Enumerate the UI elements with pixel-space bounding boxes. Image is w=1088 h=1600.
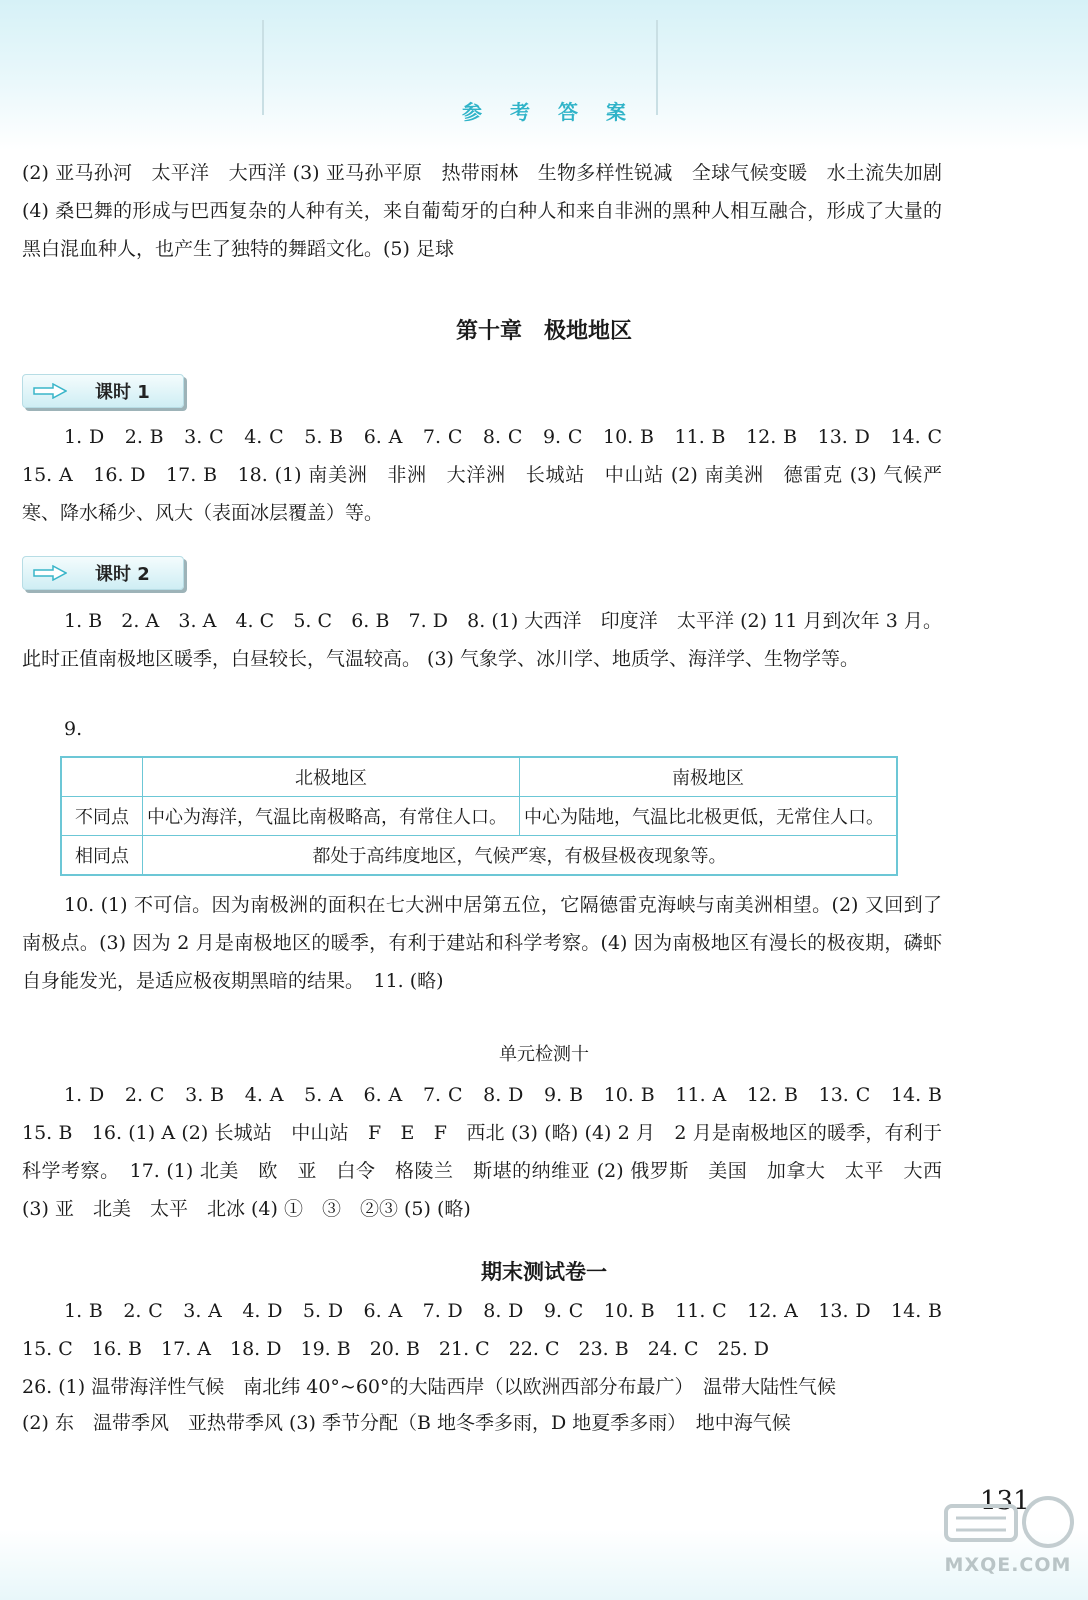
question-9-label: 9.	[64, 718, 83, 740]
table-row-label-diff: 不同点	[61, 797, 143, 836]
polar-comparison-table	[60, 756, 898, 876]
lesson-2-label: 课时 2	[95, 564, 150, 585]
lesson-1-answers: 1. D 2. B 3. C 4. C 5. B 6. A 7. C 8. C 9. C 10. B 11. B 12. B 13. D 14. C 15. A 16. D 17. B 18. (1) 南美洲 非洲 大洋洲 长城站 中山站 (2) 南美洲 德雷克 (3) 气候严寒、降水稀少、风大（表面冰层覆盖）等。	[22, 426, 962, 524]
page-header-title: 参考答案	[462, 100, 654, 124]
lesson-2-answers: 1. B 2. A 3. A 4. C 5. C 6. B 7. D 8. (1) 大西洋 印度洋 太平洋 (2) 11 月到次年 3 月。此时正值南极地区暖季，白昼较长，气温较高。 (3) 气象学、冰川学、地质学、海洋学、生物学等。	[22, 610, 942, 670]
lesson-1-tag	[22, 374, 184, 408]
final-test-q26-part1: 26. (1) 温带海洋性气候 南北纬 40°~60°的大陆西岸（以欧洲西部分布最广） 温带大陆性气候	[22, 1376, 837, 1398]
lesson-1-label: 课时 1	[95, 382, 150, 403]
footer-band	[0, 1530, 1088, 1600]
unit-test-answers: 1. D 2. C 3. B 4. A 5. A 6. A 7. C 8. D 9. B 10. B 11. A 12. B 13. C 14. B 15. B 16. (1) A (2) 长城站 中山站 F E F 西北 (3) (略) (4) 2 月 2 月是南极地区的暖季，有利于科学考察。 17. (1) 北美 欧 亚 白令 格陵兰 斯堪的纳维亚 (2) 俄罗斯 美国 加拿大 太平 大西 (3) 亚 北美 太平 北冰 (4) ① ③ ②③ (5) (略)	[22, 1084, 962, 1220]
page-number: 131	[980, 1486, 1030, 1516]
table-row	[61, 797, 897, 836]
final-test-title: 期末测试卷一	[481, 1260, 607, 1284]
question-10-answers: 10. (1) 不可信。因为南极洲的面积在七大洲中居第五位，它隔德雷克海峡与南美洲相望。(2) 又回到了南极点。(3) 因为 2 月是南极地区的暖季，有利于建站和科学考察。(4) 因为南极地区有漫长的极夜期，磷虾自身能发光，是适应极夜期黑暗的结果。 11. (略)	[22, 894, 942, 992]
table-row	[61, 836, 897, 876]
table-cell-same: 都处于高纬度地区，气候严寒，有极昼极夜现象等。	[143, 836, 898, 876]
table-row-label-same: 相同点	[61, 836, 143, 876]
continued-answers: (2) 亚马孙河 太平洋 大西洋 (3) 亚马孙平原 热带雨林 生物多样性锐减 全球气候变暖 水土流失加剧 (4) 桑巴舞的形成与巴西复杂的人种有关，来自葡萄牙的白种人和来自非洲的黑种人相互融合，形成了大量的黑白混血种人，也产生了独特的舞蹈文化。(5) 足球	[22, 162, 942, 260]
table-corner-cell	[61, 757, 143, 797]
chapter-title: 第十章 极地地区	[455, 319, 632, 344]
watermark-emblem-icon	[938, 1488, 1078, 1558]
arrow-right-icon	[33, 565, 67, 581]
table-header-north: 北极地区	[143, 757, 520, 797]
table-cell-diff-south: 中心为陆地，气温比北极更低，无常住人口。	[519, 797, 897, 836]
watermark-text: MXQE.COM	[944, 1554, 1072, 1576]
unit-test-title: 单元检测十	[499, 1044, 589, 1065]
final-test-q26-part2: (2) 东 温带季风 亚热带季风 (3) 季节分配（B 地冬季多雨，D 地夏季多雨） 地中海气候	[22, 1412, 791, 1434]
watermark-logo	[938, 1488, 1078, 1588]
final-test-answers: 1. B 2. C 3. A 4. D 5. D 6. A 7. D 8. D 9. C 10. B 11. C 12. A 13. D 14. B 15. C 16. B 17. A 18. D 19. B 20. B 21. C 22. C 23. B 24. C 25. D	[22, 1300, 962, 1360]
table-header-south: 南极地区	[519, 757, 897, 797]
header-band	[0, 0, 1088, 150]
arrow-right-icon	[33, 383, 67, 399]
lesson-2-tag	[22, 556, 184, 590]
table-cell-diff-north: 中心为海洋，气温比南极略高，有常住人口。	[143, 797, 520, 836]
table-row	[61, 757, 897, 797]
